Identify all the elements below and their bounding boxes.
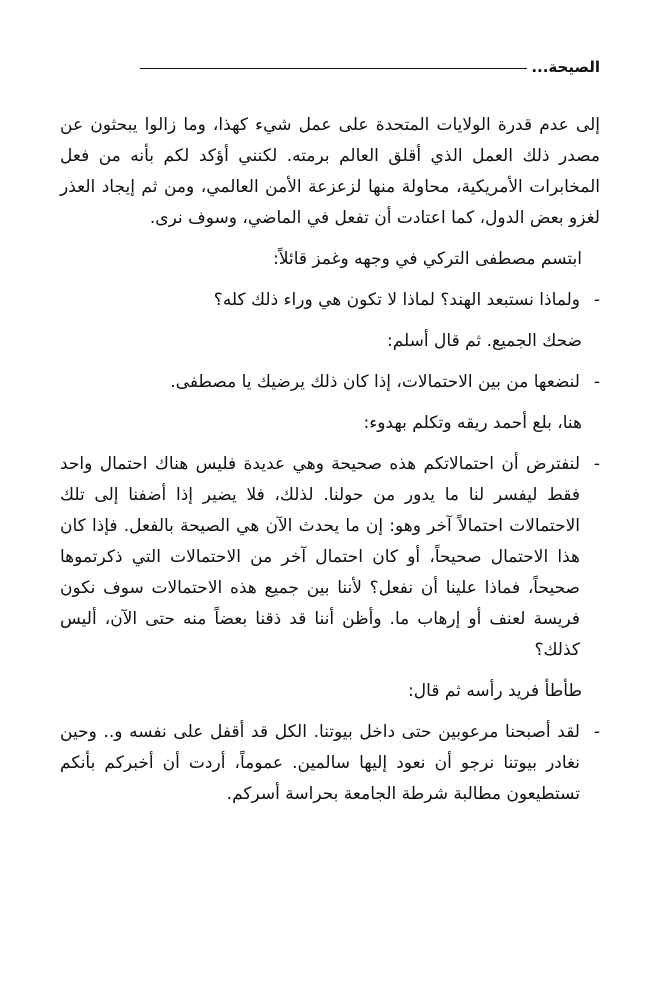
dialogue-dash: - (593, 372, 600, 392)
book-page (60, 0, 600, 1000)
page-body (60, 110, 600, 820)
dialogue-text: لنضعها من بين الاحتمالات، إذا كان ذلك يرضيك يا مصطفى. (170, 372, 580, 392)
paragraph-narration: ضحك الجميع. ثم قال أسلم: (387, 331, 582, 351)
running-header (140, 58, 600, 76)
paragraph-narration: طأطأ فريد رأسه ثم قال: (408, 681, 582, 701)
dialogue-line (60, 285, 600, 316)
paragraph-narration: ابتسم مصطفى التركي في وجهه وغمز قائلاً: (273, 249, 582, 269)
dialogue-dash: - (593, 454, 600, 474)
dialogue-text: ولماذا نستبعد الهند؟ لماذا لا تكون هي وراء ذلك كله؟ (213, 290, 580, 310)
dialogue-text: لقد أصبحنا مرعوبين حتى داخل بيوتنا. الكل قد أقفل على نفسه و.. وحين نغادر بيوتنا نرجو أن نعود إليها سالمين. عموماً، أردت أن أخبركم بأنكم تستطيعون مطالبة شرطة الجامعة بحراسة أسركم. (60, 722, 580, 804)
dialogue-dash: - (593, 290, 600, 310)
paragraph-narration: إلى عدم قدرة الولايات المتحدة على عمل شيء كهذا، وما زالوا يبحثون عن مصدر ذلك العمل الذي أقلق العالم برمته. لكنني أؤكد لكم بأنه من فعل المخابرات الأمريكية، محاولة منها لزعزعة الأمن العالمي، ومن ثم إيجاد العذر لغزو بعض الدول، كما اعتادت أن تفعل في الماضي، وسوف نرى. (60, 115, 600, 228)
dialogue-line (60, 449, 600, 666)
dialogue-dash: - (593, 722, 600, 742)
dialogue-line (60, 717, 600, 810)
dialogue-text: لنفترض أن احتمالاتكم هذه صحيحة وهي عديدة فليس هناك احتمال واحد فقط ليفسر لنا ما يدور من حولنا. لذلك، فلا يضير إذا أضفنا إلى تلك الاحتمالات احتمالاً آخر وهو: إن ما يحدث الآن هي الصيحة بالفعل. فإذا كان هذا الاحتمال صحيحاً، أو كان احتمال آخر من الاحتمالات التي ذكرتموها صحيحاً، فماذا علينا أن نفعل؟ لأننا بين جميع هذه الاحتمالات سوف نكون فريسة لعنف أو إرهاب ما. وأظن أننا قد ذقنا بعضاً منه حتى الآن، أليس كذلك؟ (60, 454, 580, 660)
header-rule (140, 68, 527, 69)
dialogue-line (60, 367, 600, 398)
paragraph-narration: هنا، بلع أحمد ريقه وتكلم بهدوء: (363, 413, 582, 433)
running-header-title: الصيحة... (531, 58, 600, 76)
